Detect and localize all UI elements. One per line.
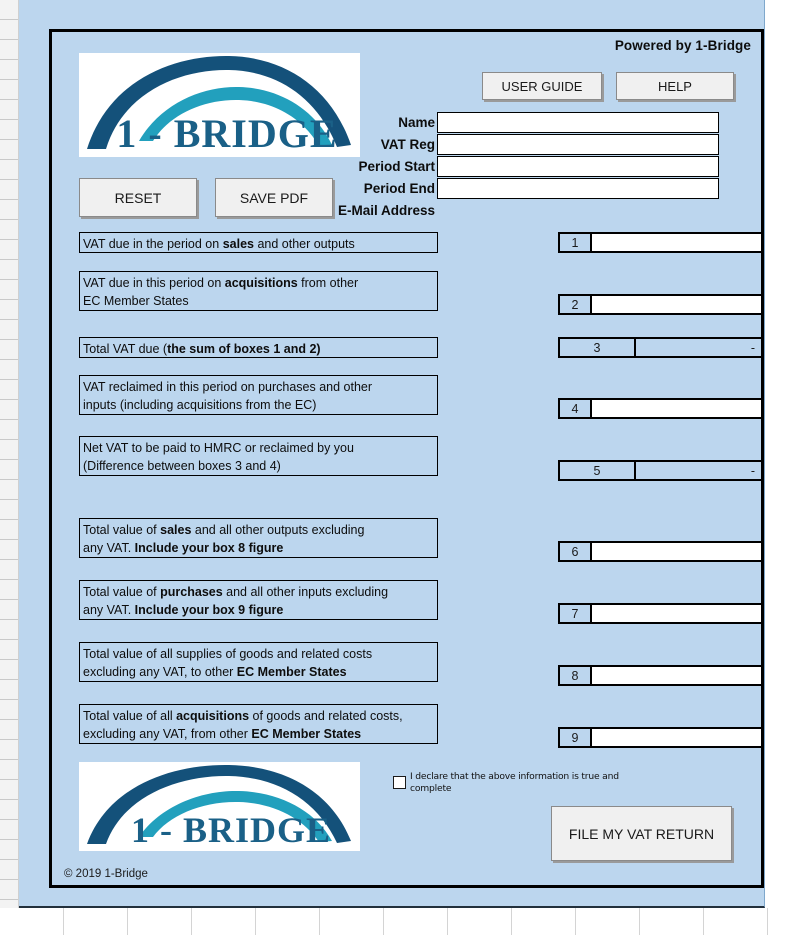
brand-logo-bottom bbox=[79, 762, 360, 851]
box-7-description bbox=[79, 580, 438, 620]
box-7-desc-part1: Total value of bbox=[83, 585, 161, 599]
box-3-desc-bold1: the sum of boxes 1 and 2) bbox=[167, 342, 321, 356]
box-4-input[interactable] bbox=[592, 400, 761, 417]
period-start-input[interactable] bbox=[437, 156, 719, 177]
box-2-description bbox=[79, 271, 438, 311]
box-4-desc-line1: VAT reclaimed in this period on purchases and other bbox=[83, 380, 373, 394]
box-6-desc-part3: any VAT. bbox=[83, 541, 135, 555]
reset-button[interactable]: RESET bbox=[79, 178, 197, 217]
box-9-input[interactable] bbox=[592, 729, 761, 746]
bridge-logo-icon-bottom bbox=[79, 762, 360, 851]
box-8-description bbox=[79, 642, 438, 682]
box-5-number: 5 bbox=[560, 462, 636, 479]
box-8-desc-line1: Total value of all supplies of goods and related costs bbox=[83, 647, 373, 661]
box-7-number: 7 bbox=[560, 605, 592, 622]
box-4-row bbox=[558, 398, 763, 419]
box-9-desc-bold2: EC Member States bbox=[251, 727, 362, 741]
box-6-desc-bold1: sales bbox=[160, 523, 192, 537]
box-1-desc-part1: VAT due in the period on bbox=[83, 237, 223, 251]
box-7-row bbox=[558, 603, 763, 624]
box-2-desc-bold1: acquisitions bbox=[224, 276, 298, 290]
logo-wordmark-bottom: 1 - BRIDGE bbox=[130, 810, 332, 850]
box-8-number: 8 bbox=[560, 667, 592, 684]
box-6-input[interactable] bbox=[592, 543, 761, 560]
box-6-number: 6 bbox=[560, 543, 592, 560]
box-4-number: 4 bbox=[560, 400, 592, 417]
box-3-desc-part1: Total VAT due ( bbox=[83, 342, 168, 356]
box-5-value: - bbox=[636, 462, 761, 479]
box-5-row bbox=[558, 460, 763, 481]
box-1-input[interactable] bbox=[592, 234, 761, 251]
box-8-row bbox=[558, 665, 763, 686]
box-3-value: - bbox=[636, 339, 761, 356]
box-3-row bbox=[558, 337, 763, 358]
box-6-description bbox=[79, 518, 438, 558]
box-1-desc-bold1: sales bbox=[222, 237, 254, 251]
box-6-desc-bold2: Include your box 8 figure bbox=[134, 541, 284, 555]
box-6-row bbox=[558, 541, 763, 562]
box-7-desc-bold1: purchases bbox=[160, 585, 223, 599]
logo-wordmark: 1 - BRIDGE bbox=[116, 111, 338, 156]
box-9-desc-part1: Total value of all bbox=[83, 709, 177, 723]
box-5-description bbox=[79, 436, 438, 476]
column-grid-ticks bbox=[0, 908, 787, 935]
box-1-number: 1 bbox=[560, 234, 592, 251]
box-2-input[interactable] bbox=[592, 296, 761, 313]
box-3-description bbox=[79, 337, 438, 358]
box-9-number: 9 bbox=[560, 729, 592, 746]
box-2-desc-part2: from other bbox=[297, 276, 359, 290]
vat-return-form bbox=[49, 29, 764, 888]
box-5-desc-line2: (Difference between boxes 3 and 4) bbox=[83, 459, 281, 473]
box-8-desc-bold2: EC Member States bbox=[236, 665, 347, 679]
box-1-desc-part2: and other outputs bbox=[253, 237, 355, 251]
row-header-gutter bbox=[0, 0, 19, 908]
declaration-label: I declare that the above information is true and complete bbox=[410, 771, 619, 794]
box-8-input[interactable] bbox=[592, 667, 761, 684]
form-canvas bbox=[19, 0, 765, 908]
box-9-desc-part2: of goods and related costs, bbox=[249, 709, 403, 723]
box-1-row bbox=[558, 232, 763, 253]
box-9-row bbox=[558, 727, 763, 748]
email-address-label: E-Mail Address bbox=[337, 203, 435, 218]
box-2-row bbox=[558, 294, 763, 315]
box-9-desc-bold1: acquisitions bbox=[176, 709, 250, 723]
box-6-desc-part1: Total value of bbox=[83, 523, 161, 537]
box-7-desc-part2: and all other inputs excluding bbox=[222, 585, 389, 599]
box-5-desc-line1: Net VAT to be paid to HMRC or reclaimed by you bbox=[83, 441, 354, 455]
box-9-description bbox=[79, 704, 438, 744]
name-label: Name bbox=[398, 115, 435, 130]
box-4-description bbox=[79, 375, 438, 415]
copyright-label: © 2019 1-Bridge bbox=[64, 868, 148, 880]
box-9-desc-part3: excluding any VAT, from other bbox=[83, 727, 252, 741]
powered-by-label: Powered by 1-Bridge bbox=[614, 38, 751, 53]
user-guide-button[interactable]: USER GUIDE bbox=[482, 72, 602, 100]
period-end-input[interactable] bbox=[437, 178, 719, 199]
box-3-number: 3 bbox=[560, 339, 636, 356]
save-pdf-button[interactable]: SAVE PDF bbox=[215, 178, 333, 217]
period-start-label: Period Start bbox=[358, 159, 435, 174]
help-button[interactable]: HELP bbox=[616, 72, 734, 100]
box-8-desc-part2: excluding any VAT, to other bbox=[83, 665, 237, 679]
vat-reg-input[interactable] bbox=[437, 134, 719, 155]
box-6-desc-part2: and all other outputs excluding bbox=[191, 523, 365, 537]
file-vat-return-button[interactable]: FILE MY VAT RETURN bbox=[551, 806, 732, 861]
box-1-description bbox=[79, 232, 438, 253]
box-7-desc-part3: any VAT. bbox=[83, 603, 135, 617]
box-2-number: 2 bbox=[560, 296, 592, 313]
box-2-desc-part1: VAT due in this period on bbox=[83, 276, 225, 290]
name-input[interactable] bbox=[437, 112, 719, 133]
box-2-desc-line2: EC Member States bbox=[83, 294, 189, 308]
box-7-input[interactable] bbox=[592, 605, 761, 622]
box-7-desc-bold2: Include your box 9 figure bbox=[134, 603, 284, 617]
period-end-label: Period End bbox=[363, 181, 435, 196]
declaration-group[interactable] bbox=[393, 771, 648, 795]
vat-reg-label: VAT Reg bbox=[380, 137, 435, 152]
box-4-desc-line2: inputs (including acquisitions from the EC) bbox=[83, 398, 317, 412]
declaration-checkbox[interactable] bbox=[393, 776, 406, 789]
